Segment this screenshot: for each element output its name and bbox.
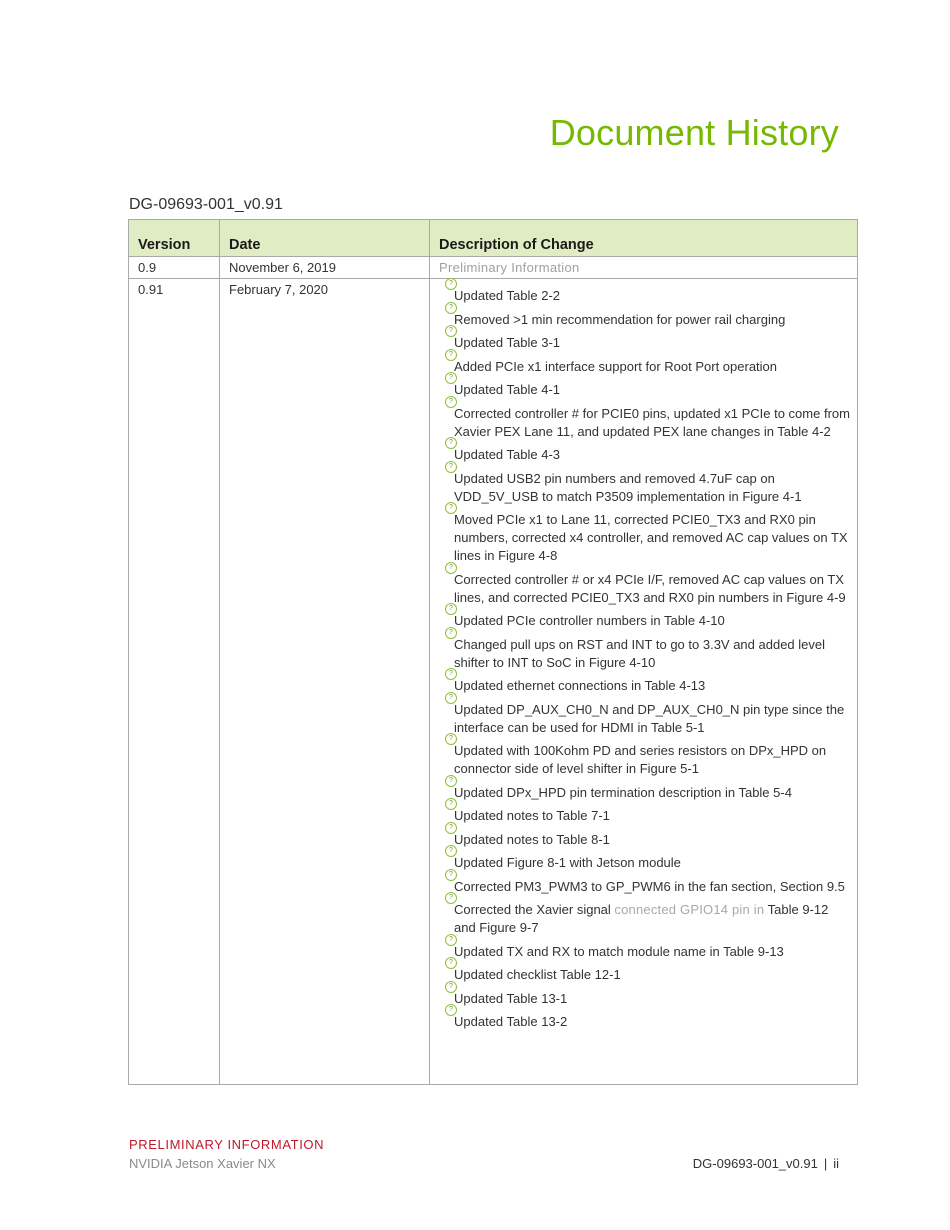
change-item bbox=[449, 374, 853, 399]
header-date: Date bbox=[220, 220, 430, 257]
change-text: Updated Table 4-1 bbox=[454, 382, 561, 397]
footer-document-id: DG-09693-001_v0.91 bbox=[692, 1156, 818, 1171]
comment-marker-icon[interactable]: ? bbox=[445, 396, 457, 408]
comment-marker-icon[interactable]: ? bbox=[445, 372, 457, 384]
comment-marker-icon[interactable]: ? bbox=[445, 775, 457, 787]
change-text: Updated USB2 pin numbers and removed 4.7uF cap on VDD_5V_USB to match P3509 implementation in Figure 4-1 bbox=[454, 470, 802, 504]
change-item bbox=[449, 563, 853, 607]
change-text: Moved PCIe x1 to Lane 11, corrected PCIE0_TX3 and RX0 pin numbers, corrected x4 controller, and removed AC cap values on TX lines in Figure 4-8 bbox=[454, 512, 848, 563]
change-item bbox=[449, 959, 853, 984]
page-title: Document History bbox=[549, 112, 839, 153]
change-item bbox=[449, 350, 853, 376]
change-text: Updated Figure 8-1 with Jetson module bbox=[454, 855, 681, 870]
description-cell bbox=[430, 279, 858, 1085]
change-item bbox=[449, 1006, 853, 1031]
change-text: Updated ethernet connections in Table 4-13 bbox=[454, 678, 706, 693]
document-history-table bbox=[128, 219, 858, 1085]
change-text: Changed pull ups on RST and INT to go to 3.3V and added level shifter to INT to SoC in Figure 4-10 bbox=[454, 636, 826, 670]
header-description: Description of Change bbox=[430, 220, 858, 257]
change-item bbox=[449, 800, 853, 825]
footer-separator: | bbox=[823, 1156, 828, 1171]
change-text: Updated notes to Table 8-1 bbox=[454, 831, 610, 847]
change-text: Corrected controller # for PCIE0 pins, updated x1 PCIe to come from Xavier PEX Lane 11, and updated PEX lane changes in Table 4-2 bbox=[454, 405, 850, 439]
change-text: Updated Table 2-2 bbox=[454, 288, 561, 303]
change-item bbox=[449, 735, 853, 778]
comment-marker-icon[interactable]: ? bbox=[445, 869, 457, 881]
footer-preliminary-label: PRELIMINARY INFORMATION bbox=[129, 1137, 325, 1152]
change-text: Updated Table 3-1 bbox=[454, 335, 561, 350]
change-item bbox=[449, 504, 853, 565]
comment-marker-icon[interactable]: ? bbox=[445, 822, 457, 834]
comment-marker-icon[interactable]: ? bbox=[445, 798, 457, 810]
change-item bbox=[449, 397, 853, 441]
change-text-pre: Corrected the Xavier signal bbox=[454, 902, 615, 917]
date-cell: February 7, 2020 bbox=[220, 279, 430, 1085]
footer-page-info bbox=[693, 1156, 839, 1171]
comment-marker-icon[interactable]: ? bbox=[445, 437, 457, 449]
change-item bbox=[449, 280, 853, 305]
version-cell: 0.9 bbox=[129, 257, 220, 279]
comment-marker-icon[interactable]: ? bbox=[445, 603, 457, 615]
change-item bbox=[449, 982, 853, 1008]
change-text: Added PCIe x1 interface support for Root Port operation bbox=[454, 358, 778, 374]
change-list bbox=[430, 279, 857, 1031]
change-text: Updated checklist Table 12-1 bbox=[454, 967, 621, 982]
change-text: Updated notes to Table 7-1 bbox=[454, 808, 610, 823]
change-item bbox=[449, 823, 853, 849]
comment-marker-icon[interactable]: ? bbox=[445, 668, 457, 680]
comment-marker-icon[interactable]: ? bbox=[445, 302, 457, 314]
change-text: Removed >1 min recommendation for power rail charging bbox=[454, 311, 786, 327]
document-id: DG-09693-001_v0.91 bbox=[129, 196, 283, 213]
comment-marker-icon[interactable]: ? bbox=[445, 502, 457, 514]
change-text: Updated TX and RX to match module name in Table 9-13 bbox=[454, 943, 784, 959]
change-text: Updated PCIe controller numbers in Table 4-10 bbox=[454, 613, 725, 628]
change-item bbox=[449, 894, 853, 937]
comment-marker-icon[interactable]: ? bbox=[445, 349, 457, 361]
change-item bbox=[449, 670, 853, 695]
table-header-row bbox=[129, 220, 858, 257]
comment-marker-icon[interactable]: ? bbox=[445, 981, 457, 993]
header-version: Version bbox=[129, 220, 220, 257]
change-item bbox=[449, 462, 853, 506]
change-text: Corrected controller # or x4 PCIe I/F, removed AC cap values on TX lines, and corrected PCIE0_TX3 and RX0 pin numbers in Figure 4-9 bbox=[454, 571, 846, 605]
comment-marker-icon[interactable]: ? bbox=[445, 845, 457, 857]
change-item bbox=[449, 327, 853, 352]
change-text: Updated DPx_HPD pin termination description in Table 5-4 bbox=[454, 784, 792, 800]
change-text: Updated Table 13-2 bbox=[454, 1014, 568, 1029]
date-cell: November 6, 2019 bbox=[220, 257, 430, 279]
change-text-faint: connected GPIO14 pin in bbox=[614, 902, 765, 917]
change-item bbox=[449, 303, 853, 329]
comment-marker-icon[interactable]: ? bbox=[445, 627, 457, 639]
change-text: Updated Table 4-3 bbox=[454, 447, 561, 462]
comment-marker-icon[interactable]: ? bbox=[445, 562, 457, 574]
comment-marker-icon[interactable]: ? bbox=[445, 692, 457, 704]
comment-marker-icon[interactable]: ? bbox=[445, 733, 457, 745]
comment-marker-icon[interactable]: ? bbox=[445, 278, 457, 290]
change-item bbox=[449, 605, 853, 630]
comment-marker-icon[interactable]: ? bbox=[445, 325, 457, 337]
table-row bbox=[129, 257, 858, 279]
change-text: Updated with 100Kohm PD and series resistors on DPx_HPD on connector side of level shifter in Figure 5-1 bbox=[454, 743, 827, 776]
comment-marker-icon[interactable]: ? bbox=[445, 957, 457, 969]
change-text: Updated Table 13-1 bbox=[454, 990, 568, 1006]
change-item bbox=[449, 693, 853, 737]
change-item bbox=[449, 439, 853, 464]
version-cell: 0.91 bbox=[129, 279, 220, 1085]
table-row bbox=[129, 279, 858, 1085]
description-cell: Preliminary Information bbox=[430, 257, 858, 279]
comment-marker-icon[interactable]: ? bbox=[445, 892, 457, 904]
comment-marker-icon[interactable]: ? bbox=[445, 461, 457, 473]
comment-marker-icon[interactable]: ? bbox=[445, 1004, 457, 1016]
change-item bbox=[449, 870, 853, 896]
change-item bbox=[449, 847, 853, 872]
footer-product-name: NVIDIA Jetson Xavier NX bbox=[129, 1156, 276, 1171]
change-text-post: Table 9-12 and Figure 9-7 bbox=[454, 902, 829, 935]
change-item bbox=[449, 935, 853, 961]
footer-page-number: ii bbox=[833, 1156, 839, 1171]
change-item bbox=[449, 628, 853, 672]
change-text: Corrected PM3_PWM3 to GP_PWM6 in the fan section, Section 9.5 bbox=[454, 878, 845, 894]
comment-marker-icon[interactable]: ? bbox=[445, 934, 457, 946]
change-item bbox=[449, 776, 853, 802]
change-text: Updated DP_AUX_CH0_N and DP_AUX_CH0_N pin type since the interface can be used for HDMI in Table 5-1 bbox=[454, 701, 845, 735]
